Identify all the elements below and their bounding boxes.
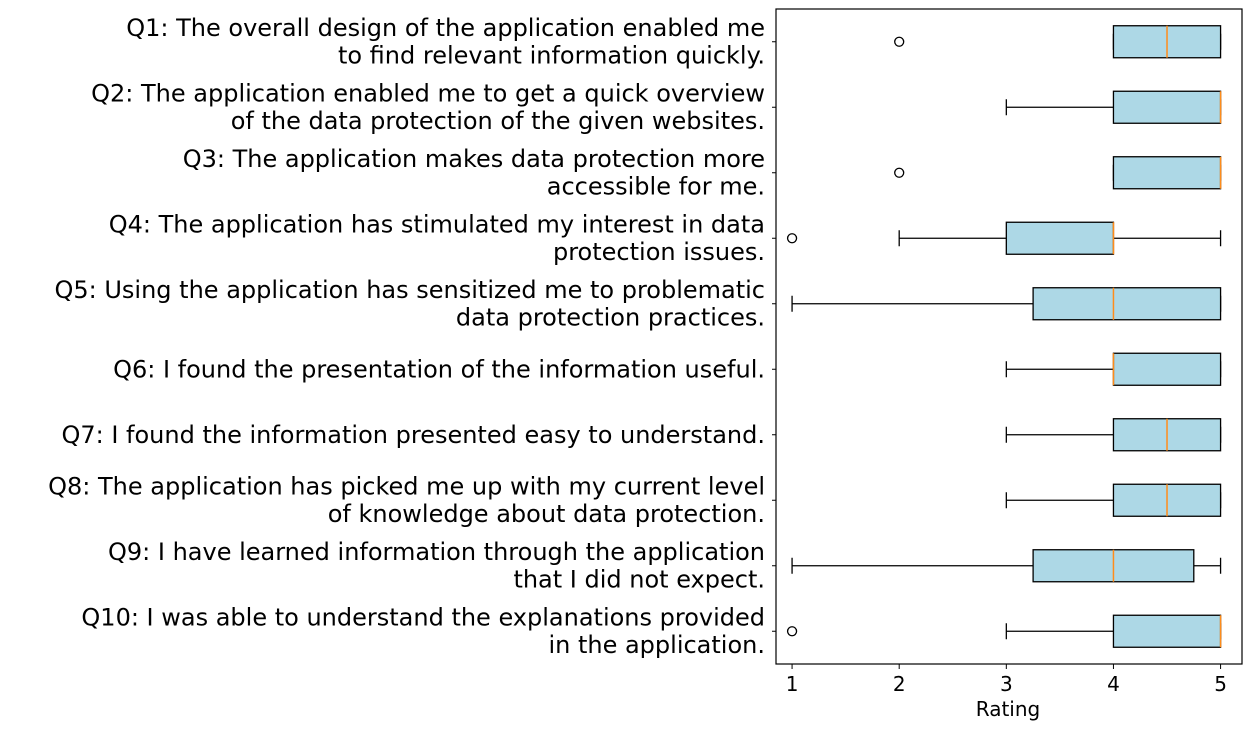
box-q5 bbox=[792, 288, 1221, 320]
x-tick-label: 5 bbox=[1214, 672, 1227, 696]
y-tick-label-q5: Q5: Using the application has sensitized me to problematic bbox=[54, 276, 765, 304]
y-tick-label-q4: protection issues. bbox=[552, 238, 765, 266]
iqr-box bbox=[1113, 615, 1220, 647]
box-q2 bbox=[1006, 91, 1220, 123]
box-q10 bbox=[788, 615, 1221, 647]
y-tick-label-q4: Q4: The application has stimulated my interest in data bbox=[108, 210, 765, 239]
y-tick-label-q5: data protection practices. bbox=[455, 303, 765, 332]
y-tick-label-q10: Q10: I was able to understand the explanations provided bbox=[81, 603, 765, 632]
y-tick-label-q3: accessible for me. bbox=[546, 172, 765, 201]
x-axis-label: Rating bbox=[975, 697, 1041, 721]
y-tick-label-q9: Q9: I have learned information through the application bbox=[108, 538, 765, 566]
y-tick-label-q7: Q7: I found the information presented easy to understand. bbox=[61, 420, 765, 449]
y-tick-label-q10: in the application. bbox=[548, 631, 765, 659]
box-q3 bbox=[895, 157, 1221, 189]
y-tick-label-q8: Q8: The application has picked me up with my current level bbox=[48, 472, 765, 501]
outlier-point bbox=[895, 168, 904, 177]
y-tick-label-q9: that I did not expect. bbox=[513, 565, 765, 594]
y-tick-label-q1: to find relevant information quickly. bbox=[337, 41, 765, 70]
outlier-point bbox=[788, 234, 797, 243]
iqr-box bbox=[1033, 288, 1220, 320]
box-q8 bbox=[1006, 484, 1220, 516]
iqr-box bbox=[1113, 157, 1220, 189]
x-tick-label: 1 bbox=[785, 672, 799, 696]
box-q9 bbox=[792, 550, 1221, 582]
y-tick-label-q2: Q2: The application enabled me to get a quick overview bbox=[91, 79, 765, 108]
box-q6 bbox=[1006, 353, 1220, 385]
y-tick-label-q3: Q3: The application makes data protection more bbox=[182, 145, 765, 173]
iqr-box bbox=[1113, 353, 1220, 385]
box-q1 bbox=[895, 26, 1221, 58]
y-tick-label-q1: Q1: The overall design of the application enabled me bbox=[126, 14, 765, 42]
outlier-point bbox=[895, 37, 904, 46]
iqr-box bbox=[1006, 222, 1113, 254]
x-tick-label: 2 bbox=[892, 672, 906, 696]
box-q4 bbox=[788, 222, 1221, 254]
iqr-box bbox=[1113, 91, 1220, 123]
x-tick-label: 4 bbox=[1107, 672, 1120, 696]
y-tick-label-q6: Q6: I found the presentation of the information useful. bbox=[113, 355, 765, 384]
box-q7 bbox=[1006, 419, 1220, 451]
y-tick-label-q2: of the data protection of the given websites. bbox=[230, 107, 765, 135]
y-tick-label-q8: of knowledge about data protection. bbox=[327, 500, 765, 528]
outlier-point bbox=[788, 627, 797, 636]
x-tick-label: 3 bbox=[999, 672, 1013, 696]
